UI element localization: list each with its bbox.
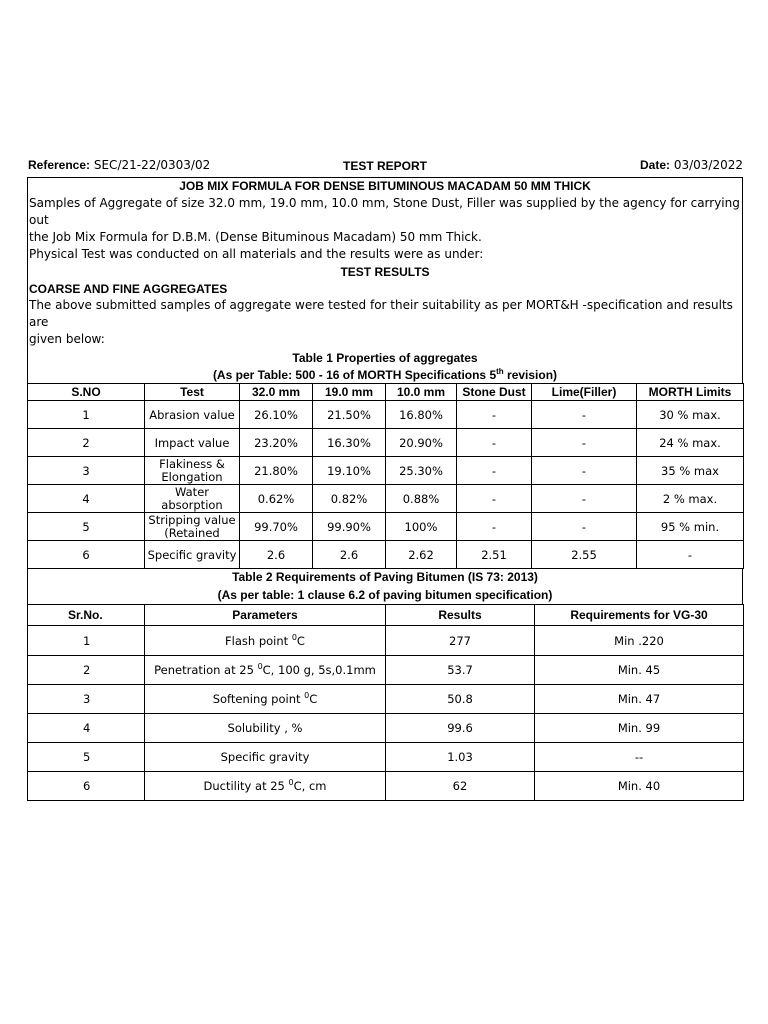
col-10mm: 10.0 mm bbox=[386, 384, 457, 401]
lime-filler-cell: - bbox=[532, 457, 637, 485]
col-32mm: 32.0 mm bbox=[240, 384, 313, 401]
srno-cell: 4 bbox=[28, 714, 145, 743]
table2-header-row bbox=[28, 605, 744, 626]
parameter-cell bbox=[145, 772, 386, 801]
sno-cell: 2 bbox=[28, 429, 145, 457]
parameter-text: Softening point bbox=[212, 692, 305, 706]
result-cell: 99.6 bbox=[386, 714, 535, 743]
test-report-document bbox=[27, 157, 743, 801]
date-value: 03/03/2022 bbox=[673, 158, 743, 172]
col-stone-dust: Stone Dust bbox=[457, 384, 532, 401]
intro-line-3: Physical Test was conducted on all materials and the results were as under: bbox=[29, 247, 484, 261]
srno-cell: 2 bbox=[28, 656, 145, 685]
parameter-unit: C, 100 g, 5s,0.1mm bbox=[262, 663, 376, 677]
section-heading: COARSE AND FINE AGGREGATES bbox=[29, 282, 228, 296]
table1-row bbox=[28, 541, 744, 569]
table1-subtitle bbox=[28, 366, 742, 383]
col-parameters: Parameters bbox=[145, 605, 386, 626]
job-mix-title: JOB MIX FORMULA FOR DENSE BITUMINOUS MACADAM 50 MM THICK bbox=[179, 179, 591, 193]
parameter-text: Ductility at 25 bbox=[203, 779, 289, 793]
degree-mark: 0 bbox=[257, 662, 263, 672]
table1-row bbox=[28, 429, 744, 457]
table2-row bbox=[28, 714, 744, 743]
value-10mm-cell: 25.30% bbox=[386, 457, 457, 485]
col-srno: Sr.No. bbox=[28, 605, 145, 626]
degree-mark: 0 bbox=[288, 778, 294, 788]
parameter-cell bbox=[145, 685, 386, 714]
lime-filler-cell: 2.55 bbox=[532, 541, 637, 569]
col-results: Results bbox=[386, 605, 535, 626]
value-32mm-cell: 0.62% bbox=[240, 485, 313, 513]
report-date bbox=[640, 158, 743, 172]
test-name-cell: Stripping value (Retained bbox=[145, 513, 240, 541]
lime-filler-cell: - bbox=[532, 513, 637, 541]
stone-dust-cell: - bbox=[457, 457, 532, 485]
aggregate-properties-table bbox=[27, 383, 744, 569]
table2-row bbox=[28, 772, 744, 801]
value-10mm-cell: 100% bbox=[386, 513, 457, 541]
requirement-cell: Min .220 bbox=[535, 626, 744, 656]
report-title: TEST REPORT bbox=[342, 159, 427, 173]
value-32mm-cell: 99.70% bbox=[240, 513, 313, 541]
parameter-unit: C bbox=[296, 633, 305, 648]
value-10mm-cell: 16.80% bbox=[386, 401, 457, 429]
stone-dust-cell: - bbox=[457, 429, 532, 457]
requirement-cell: Min. 99 bbox=[535, 714, 744, 743]
lime-filler-cell: - bbox=[532, 485, 637, 513]
date-label: Date: bbox=[639, 158, 670, 172]
table1-row bbox=[28, 401, 744, 429]
lime-filler-cell: - bbox=[532, 429, 637, 457]
col-morth-limits: MORTH Limits bbox=[637, 384, 744, 401]
degree-mark: 0 bbox=[304, 691, 310, 701]
value-19mm-cell: 19.10% bbox=[313, 457, 386, 485]
col-lime-filler: Lime(Filler) bbox=[532, 384, 637, 401]
sno-cell: 6 bbox=[28, 541, 145, 569]
requirement-cell: Min. 45 bbox=[535, 656, 744, 685]
table2-row bbox=[28, 626, 744, 656]
srno-cell: 1 bbox=[28, 626, 145, 656]
value-10mm-cell: 20.90% bbox=[386, 429, 457, 457]
bitumen-requirements-table bbox=[27, 604, 744, 801]
table1-row bbox=[28, 457, 744, 485]
table2-row bbox=[28, 656, 744, 685]
value-32mm-cell: 2.6 bbox=[240, 541, 313, 569]
parameter-unit: C, cm bbox=[293, 779, 327, 793]
morth-limit-cell: 95 % min. bbox=[637, 513, 744, 541]
morth-limit-cell: 30 % max. bbox=[637, 401, 744, 429]
morth-limit-cell: 24 % max. bbox=[637, 429, 744, 457]
table2-row bbox=[28, 743, 744, 772]
test-name-cell: Abrasion value bbox=[145, 401, 240, 429]
value-10mm-cell: 0.88% bbox=[386, 485, 457, 513]
srno-cell: 6 bbox=[28, 772, 145, 801]
parameter-text: Penetration at 25 bbox=[154, 663, 258, 677]
intro-line-2: the Job Mix Formula for D.B.M. (Dense Bituminous Macadam) 50 mm Thick. bbox=[29, 230, 482, 244]
requirement-cell: Min. 40 bbox=[535, 772, 744, 801]
col-19mm: 19.0 mm bbox=[313, 384, 386, 401]
result-cell: 53.7 bbox=[386, 656, 535, 685]
parameter-cell bbox=[145, 656, 386, 685]
value-32mm-cell: 21.80% bbox=[240, 457, 313, 485]
test-results-heading: TEST RESULTS bbox=[340, 265, 430, 279]
reference-value: SEC/21-22/0303/02 bbox=[93, 158, 211, 172]
parameter-unit: C bbox=[309, 692, 318, 706]
value-19mm-cell: 2.6 bbox=[313, 541, 386, 569]
morth-limit-cell: 35 % max bbox=[637, 457, 744, 485]
morth-limit-cell: - bbox=[637, 541, 744, 569]
parameter-text: Specific gravity bbox=[220, 750, 310, 764]
sno-cell: 1 bbox=[28, 401, 145, 429]
value-19mm-cell: 16.30% bbox=[313, 429, 386, 457]
test-name-cell: Flakiness & Elongation bbox=[145, 457, 240, 485]
parameter-text: Solubility , % bbox=[227, 721, 303, 735]
table1-header-row bbox=[28, 384, 744, 401]
stone-dust-cell: - bbox=[457, 485, 532, 513]
result-cell: 50.8 bbox=[386, 685, 535, 714]
value-10mm-cell: 2.62 bbox=[386, 541, 457, 569]
result-cell: 277 bbox=[386, 626, 535, 656]
section-line-1: The above submitted samples of aggregate were tested for their suitability as per MORT&H -specification and results are bbox=[29, 298, 733, 329]
table1-title: Table 1 Properties of aggregates bbox=[292, 351, 478, 365]
intro-box bbox=[27, 177, 743, 383]
col-requirements: Requirements for VG-30 bbox=[535, 605, 744, 626]
table1-subtitle-sup: th bbox=[496, 367, 504, 376]
test-name-cell: Specific gravity bbox=[145, 541, 240, 569]
sno-cell: 3 bbox=[28, 457, 145, 485]
col-test: Test bbox=[145, 384, 240, 401]
srno-cell: 3 bbox=[28, 685, 145, 714]
value-32mm-cell: 26.10% bbox=[240, 401, 313, 429]
table2-row bbox=[28, 685, 744, 714]
parameter-text: Flash point bbox=[225, 633, 292, 648]
test-name-cell: Water absorption bbox=[145, 485, 240, 513]
report-header bbox=[27, 157, 743, 177]
test-name-cell: Impact value bbox=[145, 429, 240, 457]
value-32mm-cell: 23.20% bbox=[240, 429, 313, 457]
parameter-cell bbox=[145, 743, 386, 772]
table1-subtitle-text: (As per Table: 500 - 16 of MORTH Specifications 5 bbox=[212, 368, 497, 382]
table2-title: Table 2 Requirements of Paving Bitumen (IS 73: 2013) bbox=[232, 570, 538, 584]
table2-caption-box bbox=[27, 569, 743, 604]
sno-cell: 4 bbox=[28, 485, 145, 513]
value-19mm-cell: 21.50% bbox=[313, 401, 386, 429]
parameter-cell bbox=[145, 626, 386, 656]
stone-dust-cell: 2.51 bbox=[457, 541, 532, 569]
sno-cell: 5 bbox=[28, 513, 145, 541]
section-line-2: given below: bbox=[29, 332, 105, 346]
table1-row bbox=[28, 485, 744, 513]
table1-subtitle-end: revision) bbox=[503, 368, 558, 382]
reference-label: Reference: bbox=[28, 158, 91, 172]
stone-dust-cell: - bbox=[457, 401, 532, 429]
requirement-cell: -- bbox=[535, 743, 744, 772]
parameter-cell bbox=[145, 714, 386, 743]
morth-limit-cell: 2 % max. bbox=[637, 485, 744, 513]
col-sno: S.NO bbox=[28, 384, 145, 401]
degree-mark: 0 bbox=[291, 632, 297, 642]
table1-row bbox=[28, 513, 744, 541]
intro-line-1: Samples of Aggregate of size 32.0 mm, 19.0 mm, 10.0 mm, Stone Dust, Filler was supplied by the agency for carrying out bbox=[29, 196, 740, 227]
srno-cell: 5 bbox=[28, 743, 145, 772]
value-19mm-cell: 0.82% bbox=[313, 485, 386, 513]
value-19mm-cell: 99.90% bbox=[313, 513, 386, 541]
result-cell: 62 bbox=[386, 772, 535, 801]
result-cell: 1.03 bbox=[386, 743, 535, 772]
stone-dust-cell: - bbox=[457, 513, 532, 541]
lime-filler-cell: - bbox=[532, 401, 637, 429]
table2-subtitle: (As per table: 1 clause 6.2 of paving bitumen specification) bbox=[217, 588, 553, 602]
requirement-cell: Min. 47 bbox=[535, 685, 744, 714]
